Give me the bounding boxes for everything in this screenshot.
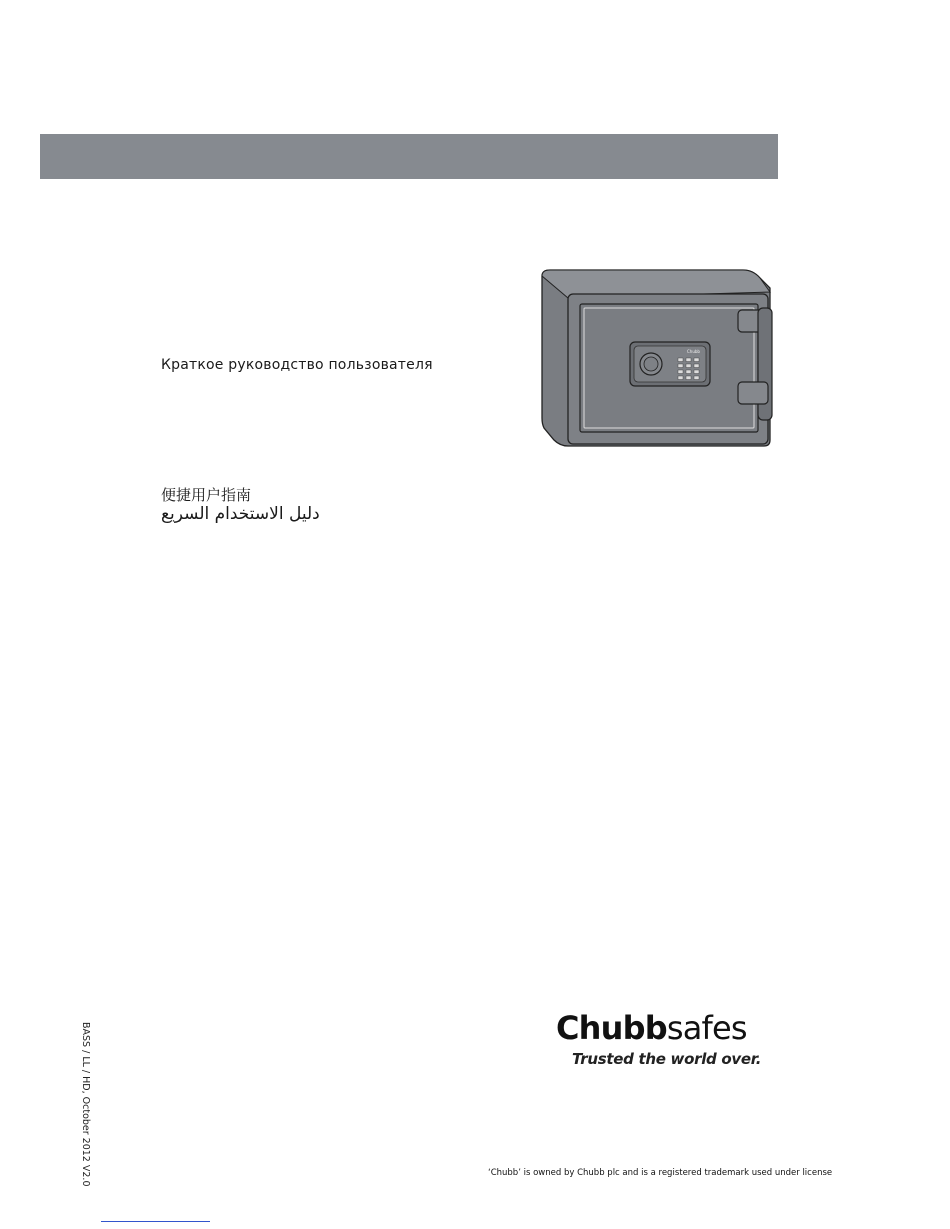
chubbsafes-logo bbox=[556, 1008, 747, 1048]
title-russian: Краткое руководство пользователя bbox=[161, 357, 433, 373]
logo-bold-text: Chubb bbox=[556, 1009, 667, 1047]
title-arabic: دليل الاستخدام السريع bbox=[161, 504, 320, 524]
brand-tagline: Trusted the world over. bbox=[572, 1050, 762, 1068]
trademark-notice: ‘Chubb’ is owned by Chubb plc and is a registered trademark used under license bbox=[488, 1168, 833, 1178]
header-bar bbox=[40, 134, 778, 179]
document-code: BASS / LL / HD, October 2012 V2.0 bbox=[80, 1022, 91, 1187]
title-chinese: 便捷用户指南 bbox=[161, 486, 252, 504]
logo-light-text: safes bbox=[666, 1009, 747, 1047]
footer-link-underline bbox=[101, 1221, 210, 1222]
safe-illustration bbox=[538, 268, 778, 448]
svg-text:Chubb: Chubb bbox=[687, 349, 700, 354]
